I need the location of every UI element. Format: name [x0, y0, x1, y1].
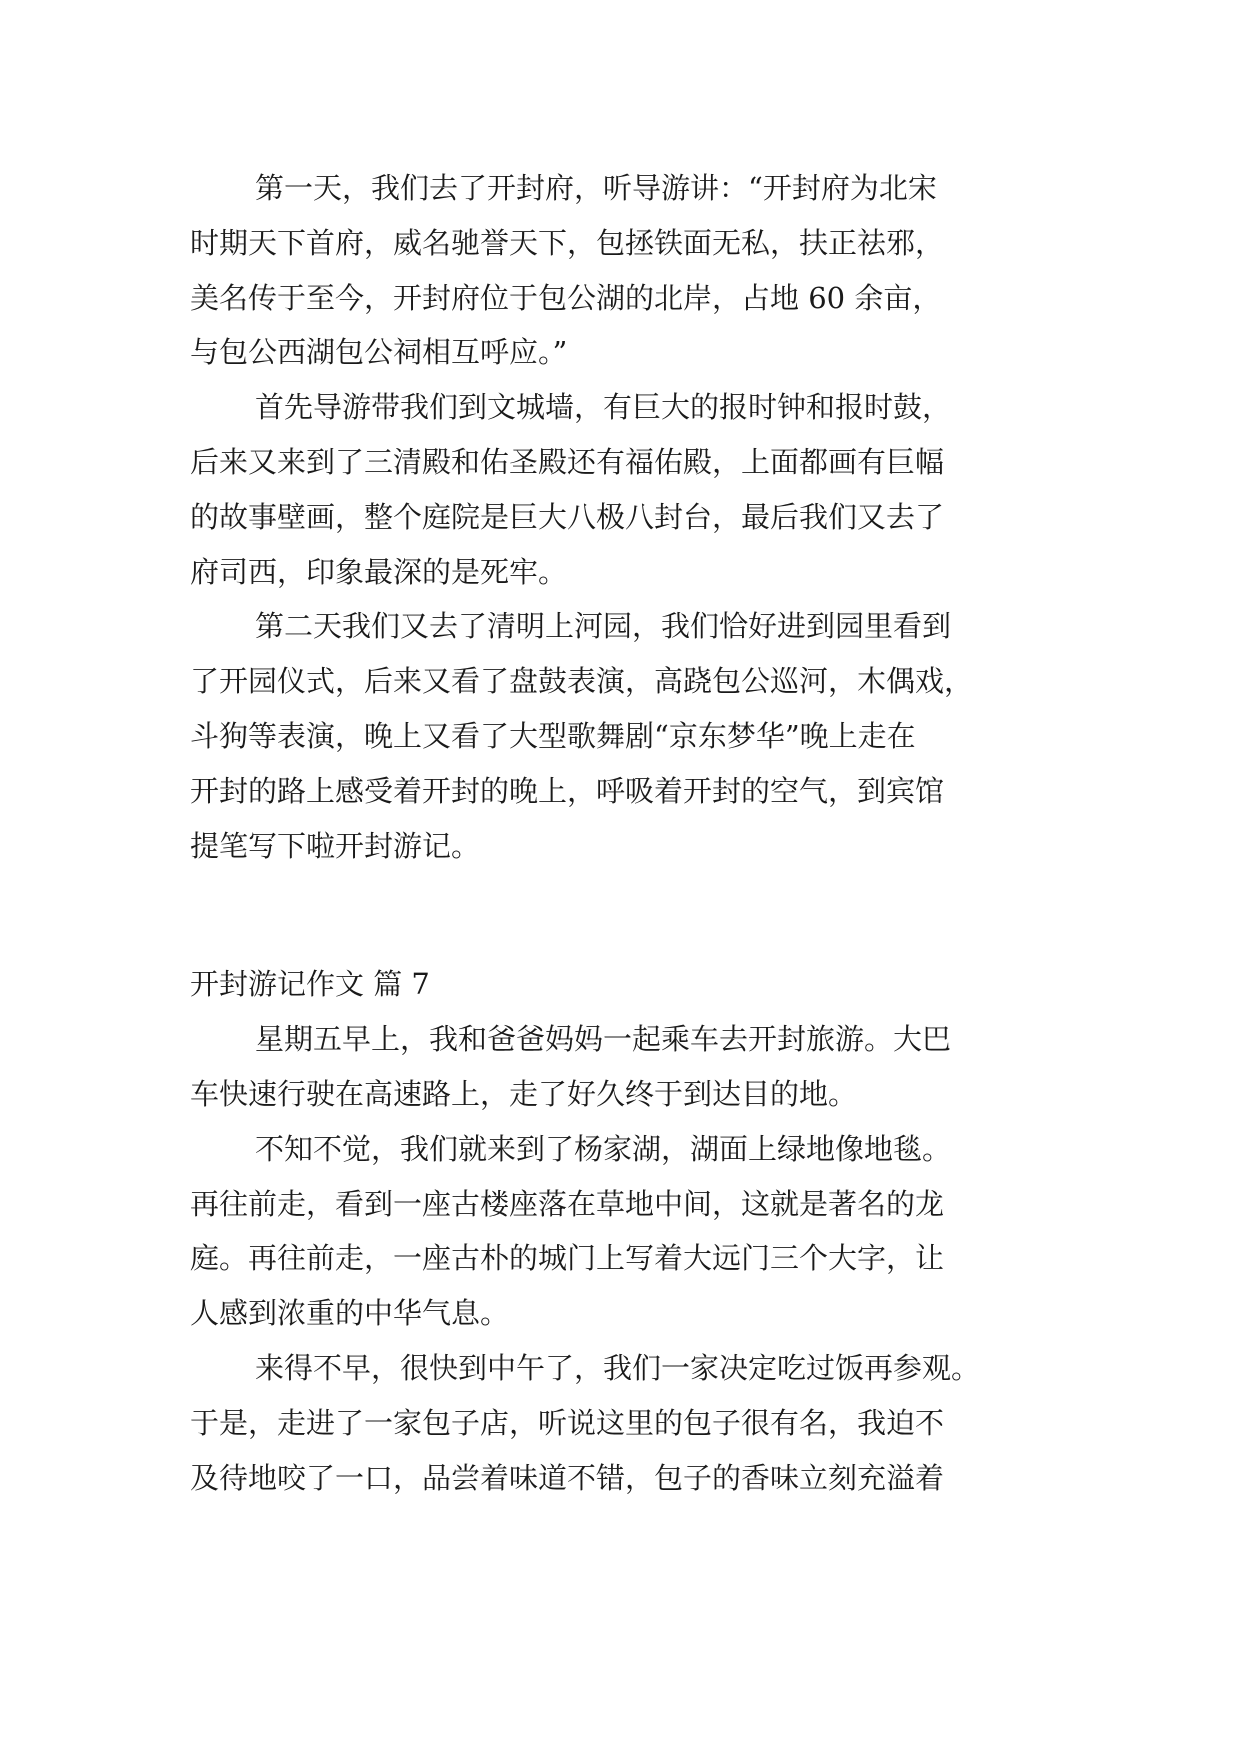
paragraph-line: 再往前走，看到一座古楼座落在草地中间，这就是著名的龙 — [190, 1187, 945, 1221]
paragraph-line: 斗狗等表演，晚上又看了大型歌舞剧“京东梦华”晚上走在 — [190, 719, 916, 753]
paragraph-line: 首先导游带我们到文城墙，有巨大的报时钟和报时鼓， — [255, 390, 952, 424]
section-heading: 开封游记作文 篇 7 — [190, 967, 430, 1001]
paragraph-line: 了开园仪式，后来又看了盘鼓表演，高跷包公巡河，木偶戏， — [190, 664, 974, 698]
paragraph-line: 与包公西湖包公祠相互呼应。” — [190, 335, 568, 369]
paragraph-line: 开封的路上感受着开封的晚上，呼吸着开封的空气，到宾馆 — [190, 774, 945, 808]
paragraph-line: 车快速行驶在高速路上，走了好久终于到达目的地。 — [190, 1077, 858, 1111]
paragraph-line: 星期五早上，我和爸爸妈妈一起乘车去开封旅游。大巴 — [255, 1022, 952, 1056]
paragraph-line: 人感到浓重的中华气息。 — [190, 1296, 510, 1330]
paragraph-line: 的故事壁画，整个庭院是巨大八极八封台，最后我们又去了 — [190, 500, 945, 534]
paragraph-line: 时期天下首府，威名驰誉天下，包拯铁面无私，扶正祛邪， — [190, 226, 945, 260]
paragraph-line: 第二天我们又去了清明上河园，我们恰好进到园里看到 — [255, 609, 952, 643]
paragraph-line: 及待地咬了一口，品尝着味道不错，包子的香味立刻充溢着 — [190, 1461, 945, 1495]
paragraph-line: 不知不觉，我们就来到了杨家湖，湖面上绿地像地毯。 — [255, 1132, 952, 1166]
paragraph-line: 后来又来到了三清殿和佑圣殿还有福佑殿，上面都画有巨幅 — [190, 445, 945, 479]
paragraph-line: 提笔写下啦开封游记。 — [190, 829, 481, 863]
paragraph-line: 美名传于至今，开封府位于包公湖的北岸，占地 60 余亩， — [190, 281, 942, 315]
paragraph-line: 庭。再往前走，一座古朴的城门上写着大远门三个大字，让 — [190, 1241, 945, 1275]
paragraph-line: 第一天，我们去了开封府，听导游讲：“开封府为北宋 — [255, 171, 937, 205]
paragraph-line: 来得不早，很快到中午了，我们一家决定吃过饭再参观。 — [255, 1351, 981, 1385]
paragraph-line: 府司西，印象最深的是死牢。 — [190, 555, 568, 589]
paragraph-line: 于是，走进了一家包子店，听说这里的包子很有名，我迫不 — [190, 1406, 945, 1440]
